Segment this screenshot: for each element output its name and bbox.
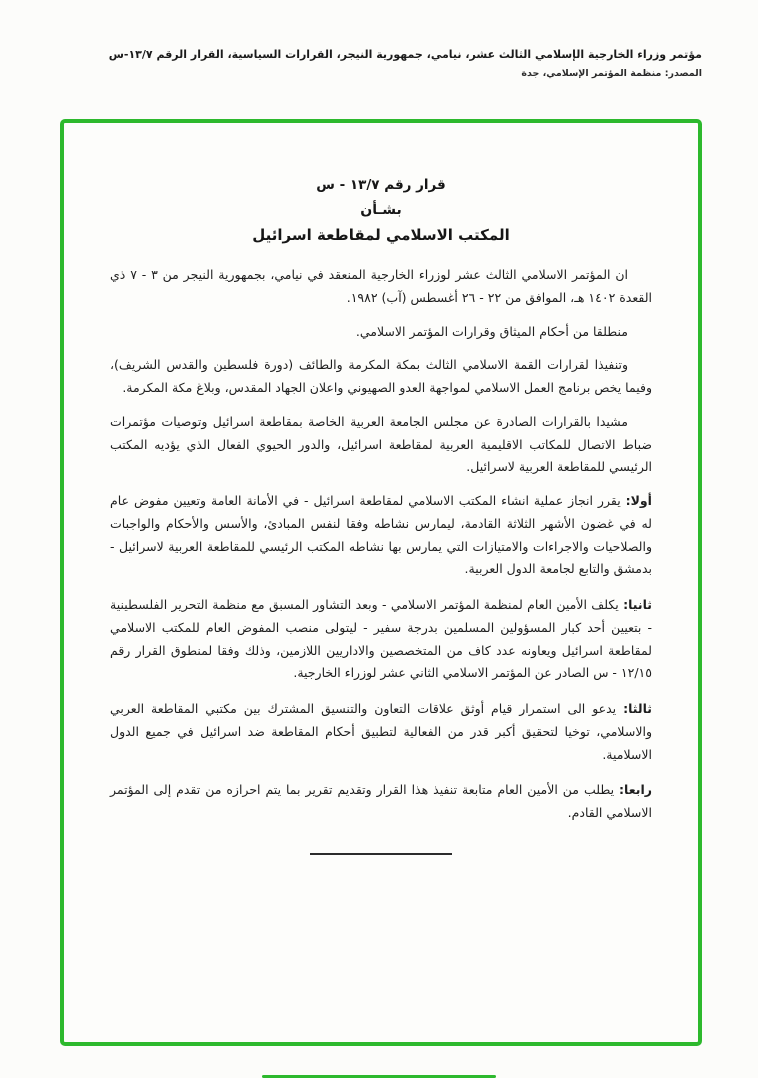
preamble-paragraph: مشيدا بالقرارات الصادرة عن مجلس الجامعة العربية الخاصة بمقاطعة اسرائيل وتوصيات مؤتمرات ضباط الاتصال للمكاتب الاقليمية العربية لمقاطعة اسرائيل، والدور الحيوي الفعال الذي يؤديه المكتب الرئيسي للمقاطعة العربية لاسرائيل. (110, 413, 652, 475)
document-frame (60, 119, 702, 1046)
clause-text: يدعو الى استمرار قيام أوثق علاقات التعاون والتنسيق المشترك بين مكتبي المقاطعة العربي والاسلامي، توخيا لتحقيق أكبر قدر من الفعالية لتطبيق أحكام المقاطعة ضد اسرائيل في جميع الدول الاسلامية. (110, 701, 652, 762)
document-body (110, 264, 652, 855)
clause-item (110, 490, 652, 581)
preamble-paragraph: ان المؤتمر الاسلامي الثالث عشر لوزراء الخارجية المنعقد في نيامي، بجمهورية النيجر من ٣ - ٧ ذي القعدة ١٤٠٢ هـ، الموافق من ٢٢ - ٢٦ أغسطس (آب) ١٩٨٢. (110, 267, 652, 305)
resolution-number: قرار رقم ١٣/٧ - س (316, 177, 446, 193)
document-title-block (110, 177, 652, 244)
resolution-title: المكتب الاسلامي لمقاطعة اسرائيل (252, 226, 510, 244)
clause-item (110, 698, 652, 766)
source-line: المصدر: منظمة المؤتمر الإسلامي، جدة (521, 68, 702, 79)
separator-line (310, 853, 452, 855)
preamble-paragraph: منطلقا من أحكام الميثاق وقرارات المؤتمر الاسلامي. (355, 323, 628, 339)
clause-label: ثانيا: (623, 597, 652, 612)
clause-label: أولا: (625, 493, 652, 508)
clause-text: يقرر انجاز عملية انشاء المكتب الاسلامي لمقاطعة اسرائيل - في الأمانة العامة وتعيين مفوض عام له في غضون الأشهر الثلاثة القادمة، ليمارس نشاطه وفقا لنفس المبادئ، والأسس والأحكام والواجبات والصلاحيات والاجراءات والامتيازات التي يمارس بها نشاطه المكتب الرئيسي للمقاطعة العربية لاسرائيل - بدمشق والتابع لجامعة الدول العربية. (110, 493, 652, 577)
clause-text: يكلف الأمين العام لمنظمة المؤتمر الاسلامي - وبعد التشاور المسبق مع منظمة التحرير الفلسطينية - بتعيين أحد كبار المسؤولين المسلمين بدرجة سفير - ليتولى منصب المفوض العام للمكتب الاسلامي لمقاطعة اسرائيل ويعاونه عدد كاف من المتخصصين والاداريين اللازمين، وذلك وفقا لمنطوق القرار رقم ١٢/١٥ - س الصادر عن المؤتمر الاسلامي الثاني عشر لوزراء الخارجية. (110, 597, 652, 681)
citation-line: مؤتمر وزراء الخارجية الإسلامي الثالث عشر، نيامي، جمهورية النيجر، القرارات السياسية، القرار الرقم ١٣/٧-س (108, 48, 702, 61)
clause-label: رابعا: (619, 782, 652, 798)
clause-item (110, 594, 652, 685)
clause-item (110, 779, 652, 825)
citation-header (56, 48, 702, 79)
subject-word: بشـأن (360, 202, 402, 218)
clause-text: يطلب من الأمين العام متابعة تنفيذ هذا القرار وتقديم تقرير بما يتم احرازه من تقدم إلى المؤتمر الاسلامي القادم. (110, 782, 652, 820)
preamble-paragraph: وتنفيذا لقرارات القمة الاسلامي الثالث بمكة المكرمة والطائف (دورة فلسطين والقدس الشريف)، وفيما يخص برنامج العمل الاسلامي لمواجهة العدو الصهيوني واعلان الجهاد المقدس، وبلاغ مكة المكرمة. (110, 357, 652, 395)
clause-label: ثالثا: (623, 701, 652, 716)
